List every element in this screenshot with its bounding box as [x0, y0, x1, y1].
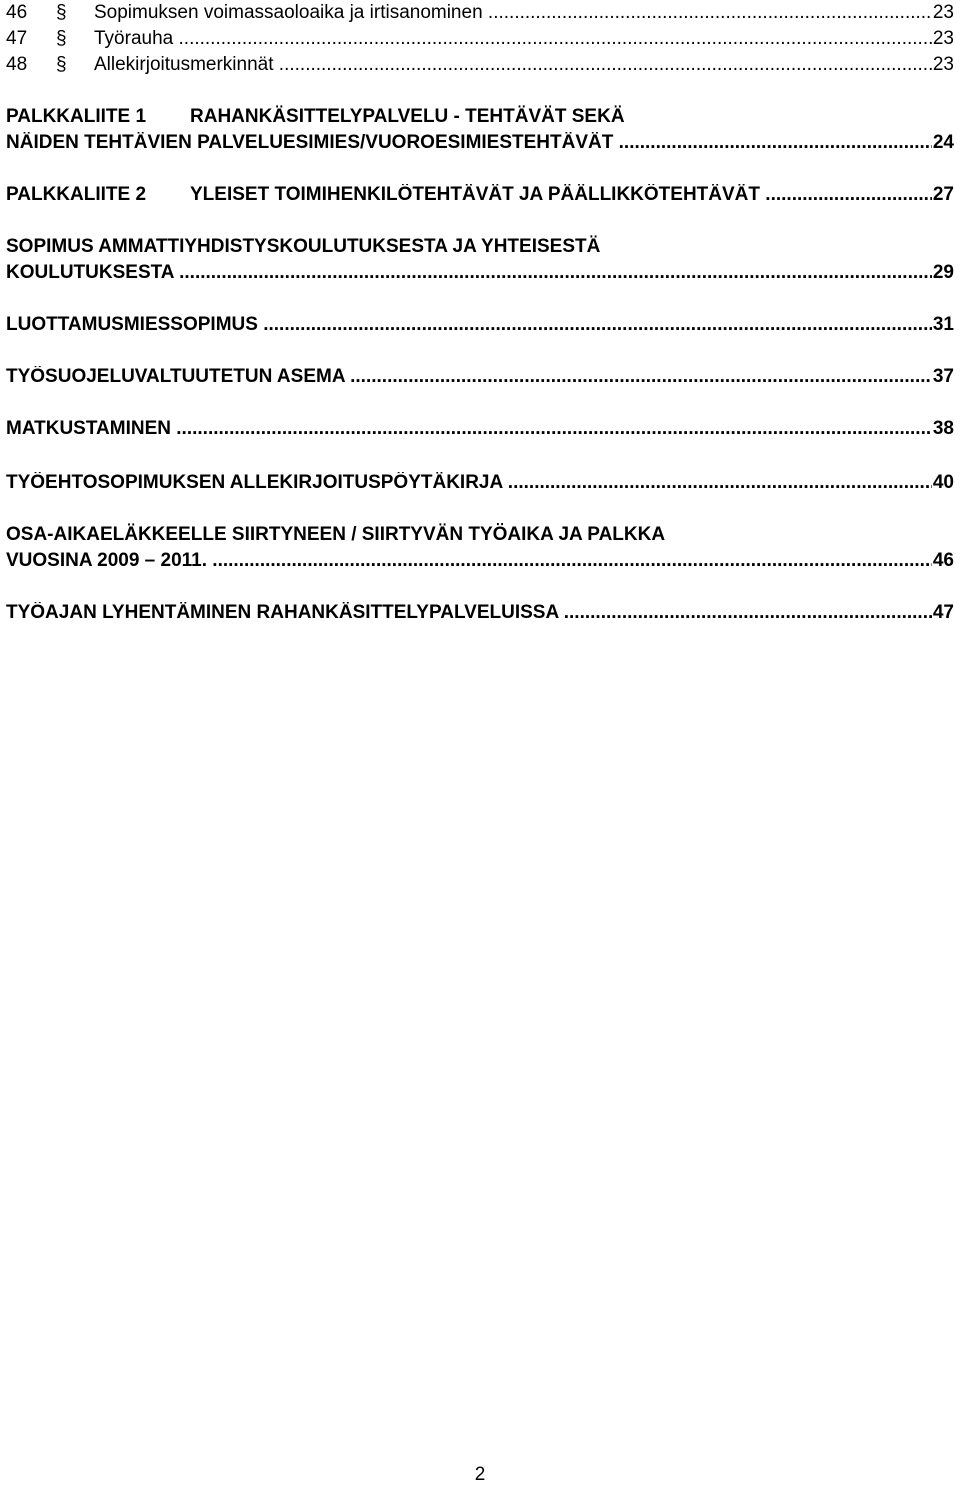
toc-entry-title: VUOSINA 2009 – 2011.: [6, 550, 208, 571]
toc-entry-title: Sopimuksen voimassaoloaika ja irtisanominen: [94, 2, 483, 23]
toc-entry-title: MATKUSTAMINEN: [6, 418, 171, 439]
section-number: 46: [6, 2, 28, 23]
toc-entry-title: TYÖAJAN LYHENTÄMINEN RAHANKÄSITTELYPALVELUISSA: [6, 602, 559, 623]
toc-entry-appendix2[interactable]: [6, 184, 954, 206]
appendix-label: PALKKALIITE 2: [6, 184, 147, 205]
toc-entry-title: LUOTTAMUSMIESSOPIMUS: [6, 314, 258, 335]
toc-page-number: 40: [932, 472, 954, 493]
toc-entry-shorten[interactable]: [6, 602, 954, 624]
toc-entry-title: TYÖEHTOSOPIMUKSEN ALLEKIRJOITUSPÖYTÄKIRJA: [6, 472, 503, 493]
toc-entry-training-line2[interactable]: [6, 262, 954, 284]
toc-page-number: 23: [932, 28, 954, 49]
toc-entry[interactable]: [6, 54, 954, 76]
toc-page-number: 46: [932, 550, 954, 571]
toc-entry-title: KOULUTUKSESTA: [6, 262, 174, 283]
toc-page-number: 24: [932, 132, 954, 153]
toc-entry-retire-line2[interactable]: [6, 550, 954, 572]
section-sign: §: [56, 28, 67, 49]
toc-entry-trust[interactable]: [6, 314, 954, 336]
toc-entry-appendix1-line1[interactable]: [6, 106, 625, 128]
toc-entry-title: TYÖSUOJELUVALTUUTETUN ASEMA: [6, 366, 345, 387]
toc-page-number: 38: [932, 418, 954, 439]
section-number: 48: [6, 54, 28, 75]
section-number: 47: [6, 28, 28, 49]
toc-page-number: 23: [932, 2, 954, 23]
toc-page-number: 31: [932, 314, 954, 335]
toc-entry[interactable]: [6, 2, 954, 24]
toc-entry-appendix1-line2[interactable]: [6, 132, 954, 154]
section-sign: §: [56, 2, 67, 23]
toc-page-number: 27: [932, 184, 954, 205]
toc-entry-title: Allekirjoitusmerkinnät: [94, 54, 274, 75]
toc-entry-training-line1[interactable]: SOPIMUS AMMATTIYHDISTYSKOULUTUKSESTA JA YHTEISESTÄ: [6, 236, 601, 257]
toc-page-number: 29: [932, 262, 954, 283]
toc-entry[interactable]: [6, 28, 954, 50]
toc-entry-travel[interactable]: [6, 418, 954, 440]
toc-page-number: 23: [932, 54, 954, 75]
toc-entry-title: NÄIDEN TEHTÄVIEN PALVELUESIMIES/VUOROESIMIESTEHTÄVÄT: [6, 132, 614, 153]
toc-entry-safety[interactable]: [6, 366, 954, 388]
toc-page-number: 37: [932, 366, 954, 387]
page-number: 2: [474, 1464, 486, 1485]
toc-entry-title: Työrauha: [94, 28, 174, 49]
toc-entry-title: YLEISET TOIMIHENKILÖTEHTÄVÄT JA PÄÄLLIKKÖTEHTÄVÄT: [190, 184, 761, 205]
toc-entry-retire-line1[interactable]: OSA-AIKAELÄKKEELLE SIIRTYNEEN / SIIRTYVÄN TYÖAIKA JA PALKKA: [6, 524, 666, 545]
toc-entry-protocol[interactable]: [6, 472, 954, 494]
appendix-label: PALKKALIITE 1: [6, 106, 147, 127]
section-sign: §: [56, 54, 67, 75]
toc-entry-title: RAHANKÄSITTELYPALVELU - TEHTÄVÄT SEKÄ: [190, 106, 625, 127]
toc-page-number: 47: [932, 602, 954, 623]
